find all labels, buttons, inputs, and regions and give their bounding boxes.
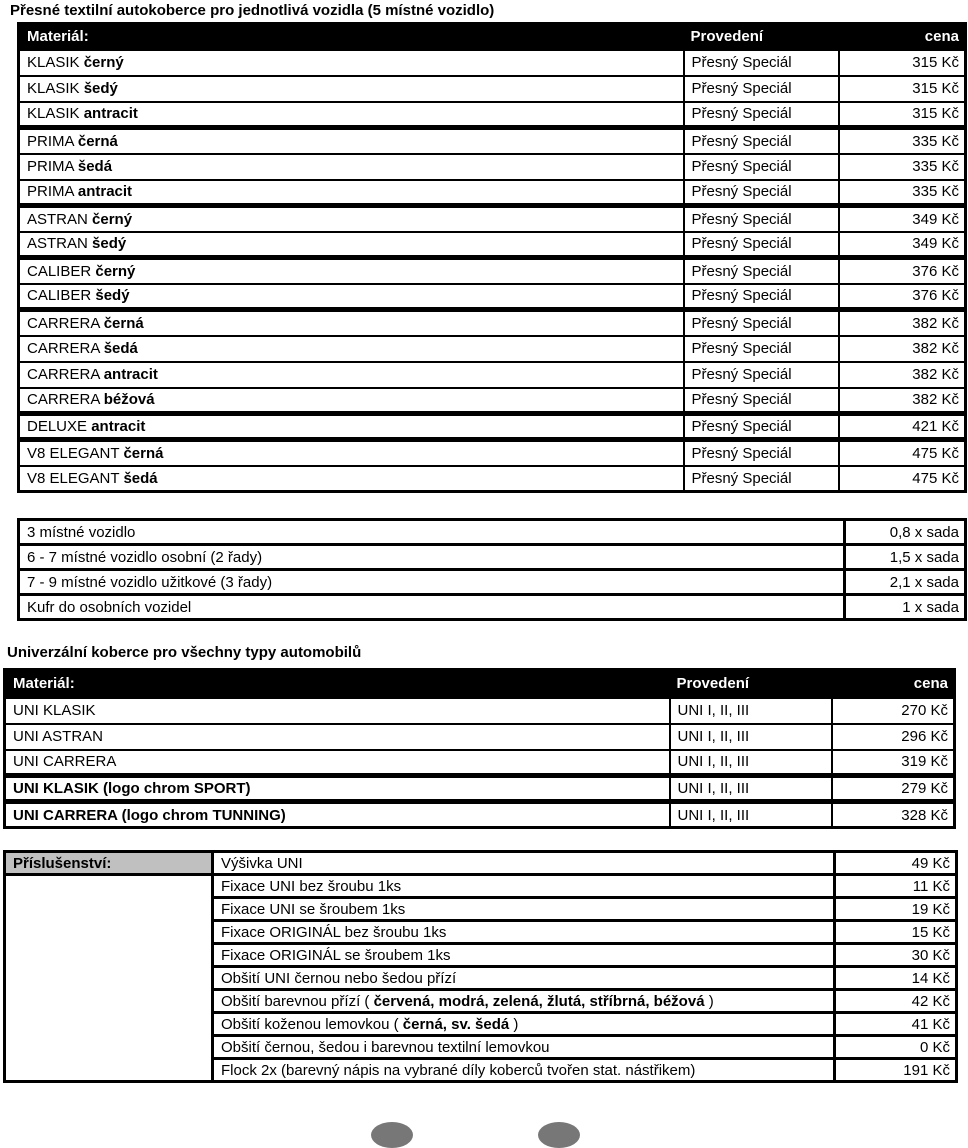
universal-carpets-table [3,668,956,829]
cutoff-letter-arc [371,1122,413,1148]
precise-carpets-table [17,22,967,493]
material-cell: PRIMA černá [19,128,684,154]
material-cell: UNI CARRERA (logo chrom TUNNING) [5,802,670,828]
price-cell: 42 Kč [835,990,957,1013]
price-cell: 349 Kč [839,206,966,232]
material-cell: CARRERA béžová [19,388,684,414]
material-cell: UNI KLASIK [5,698,670,724]
table-row [19,50,966,76]
table-row [5,698,955,724]
provedeni-cell: Přesný Speciál [684,232,839,258]
accessory-description-cell: Obšití UNI černou nebo šedou přízí [213,967,835,990]
provedeni-cell: Přesný Speciál [684,310,839,336]
table-row [19,258,966,284]
section-title-precise-carpets: Přesné textilní autokoberce pro jednotlivá vozidla (5 místné vozidlo) [10,2,495,19]
universal-carpets-rows [5,698,955,828]
column-header-cena: cena [832,670,955,698]
material-cell: CARRERA černá [19,310,684,336]
column-header-material: Materiál: [5,670,670,698]
price-cell: 328 Kč [832,802,955,828]
provedeni-cell: Přesný Speciál [684,128,839,154]
vehicle-type-cell: 7 - 9 místné vozidlo užitkové (3 řady) [19,570,845,595]
accessory-description-cell: Fixace ORIGINÁL se šroubem 1ks [213,944,835,967]
price-cell: 475 Kč [839,440,966,466]
table-row [19,362,966,388]
provedeni-cell: Přesný Speciál [684,388,839,414]
material-cell: KLASIK černý [19,50,684,76]
provedeni-cell: UNI I, II, III [670,698,832,724]
material-cell: ASTRAN černý [19,206,684,232]
price-cell: 349 Kč [839,232,966,258]
provedeni-cell: Přesný Speciál [684,336,839,362]
price-cell: 315 Kč [839,76,966,102]
multiplier-cell: 0,8 x sada [845,520,966,545]
table-row [5,724,955,750]
table-row [19,232,966,258]
price-cell: 191 Kč [835,1059,957,1082]
table-row [5,750,955,776]
price-cell: 296 Kč [832,724,955,750]
multiplier-cell: 1,5 x sada [845,545,966,570]
table-row [19,76,966,102]
material-cell: PRIMA antracit [19,180,684,206]
price-cell: 319 Kč [832,750,955,776]
accessories-table [3,850,958,1083]
table-row [19,414,966,440]
accessory-description-cell: Fixace UNI se šroubem 1ks [213,898,835,921]
price-cell: 270 Kč [832,698,955,724]
price-cell: 382 Kč [839,310,966,336]
table-row [19,466,966,492]
price-cell: 335 Kč [839,154,966,180]
table-row [19,595,966,620]
price-cell: 279 Kč [832,776,955,802]
provedeni-cell: Přesný Speciál [684,466,839,492]
price-cell: 15 Kč [835,921,957,944]
cutoff-letter-arc [538,1122,580,1148]
price-cell: 315 Kč [839,50,966,76]
price-cell: 335 Kč [839,180,966,206]
table-row [5,875,957,898]
provedeni-cell: Přesný Speciál [684,206,839,232]
provedeni-cell: UNI I, II, III [670,802,832,828]
table-row [19,336,966,362]
table-header-row [19,24,966,50]
material-cell: UNI CARRERA [5,750,670,776]
material-cell: KLASIK šedý [19,76,684,102]
table-row [5,852,957,875]
price-cell: 382 Kč [839,362,966,388]
accessories-rows [5,852,957,1082]
accessory-description-cell: Obšití černou, šedou i barevnou textilní lemovkou [213,1036,835,1059]
provedeni-cell: Přesný Speciál [684,180,839,206]
table-row [19,154,966,180]
accessory-description-cell: Obšití koženou lemovkou ( černá, sv. šedá ) [213,1013,835,1036]
price-cell: 49 Kč [835,852,957,875]
table-row [19,520,966,545]
material-cell: CALIBER šedý [19,284,684,310]
column-header-material: Materiál: [19,24,684,50]
material-cell: CARRERA antracit [19,362,684,388]
provedeni-cell: Přesný Speciál [684,362,839,388]
table-row [19,310,966,336]
accessory-description-cell: Flock 2x (barevný nápis na vybrané díly koberců tvořen stat. nástřikem) [213,1059,835,1082]
price-cell: 315 Kč [839,102,966,128]
material-cell: ASTRAN šedý [19,232,684,258]
provedeni-cell: Přesný Speciál [684,258,839,284]
provedeni-cell: Přesný Speciál [684,414,839,440]
table-row [19,388,966,414]
provedeni-cell: UNI I, II, III [670,724,832,750]
price-cell: 19 Kč [835,898,957,921]
vehicle-type-cell: 6 - 7 místné vozidlo osobní (2 řady) [19,545,845,570]
column-header-cena: cena [839,24,966,50]
material-cell: V8 ELEGANT šedá [19,466,684,492]
price-cell: 14 Kč [835,967,957,990]
price-cell: 376 Kč [839,258,966,284]
price-cell: 382 Kč [839,388,966,414]
set-multiplier-rows [19,520,966,620]
price-cell: 30 Kč [835,944,957,967]
table-row [19,128,966,154]
set-multiplier-table [17,518,967,621]
provedeni-cell: Přesný Speciál [684,102,839,128]
material-cell: V8 ELEGANT černá [19,440,684,466]
table-row [19,440,966,466]
price-cell: 41 Kč [835,1013,957,1036]
table-row [5,776,955,802]
accessory-description-cell: Fixace UNI bez šroubu 1ks [213,875,835,898]
table-row [19,102,966,128]
column-header-provedeni: Provedení [670,670,832,698]
material-cell: KLASIK antracit [19,102,684,128]
provedeni-cell: Přesný Speciál [684,50,839,76]
price-cell: 376 Kč [839,284,966,310]
vehicle-type-cell: 3 místné vozidlo [19,520,845,545]
provedeni-cell: UNI I, II, III [670,776,832,802]
table-row [19,284,966,310]
material-cell: CALIBER černý [19,258,684,284]
section-title-universal-carpets: Univerzální koberce pro všechny typy automobilů [7,644,362,661]
provedeni-cell: Přesný Speciál [684,154,839,180]
accessory-description-cell: Obšití barevnou přízí ( červená, modrá, zelená, žlutá, stříbrná, béžová ) [213,990,835,1013]
accessory-description-cell: Fixace ORIGINÁL bez šroubu 1ks [213,921,835,944]
accessories-empty-cell [5,875,213,1082]
table-header-row [5,670,955,698]
multiplier-cell: 2,1 x sada [845,570,966,595]
accessory-description-cell: Výšivka UNI [213,852,835,875]
table-row [19,570,966,595]
table-row [5,802,955,828]
price-cell: 382 Kč [839,336,966,362]
price-cell: 11 Kč [835,875,957,898]
table-row [19,206,966,232]
table-row [19,545,966,570]
price-cell: 0 Kč [835,1036,957,1059]
provedeni-cell: Přesný Speciál [684,440,839,466]
material-cell: UNI ASTRAN [5,724,670,750]
provedeni-cell: Přesný Speciál [684,76,839,102]
material-cell: PRIMA šedá [19,154,684,180]
column-header-provedeni: Provedení [684,24,839,50]
provedeni-cell: Přesný Speciál [684,284,839,310]
accessories-label-cell: Příslušenství: [5,852,213,875]
material-cell: CARRERA šedá [19,336,684,362]
material-cell: UNI KLASIK (logo chrom SPORT) [5,776,670,802]
price-cell: 335 Kč [839,128,966,154]
price-cell: 475 Kč [839,466,966,492]
price-cell: 421 Kč [839,414,966,440]
vehicle-type-cell: Kufr do osobních vozidel [19,595,845,620]
provedeni-cell: UNI I, II, III [670,750,832,776]
material-cell: DELUXE antracit [19,414,684,440]
multiplier-cell: 1 x sada [845,595,966,620]
table-row [19,180,966,206]
precise-carpets-rows [19,50,966,492]
